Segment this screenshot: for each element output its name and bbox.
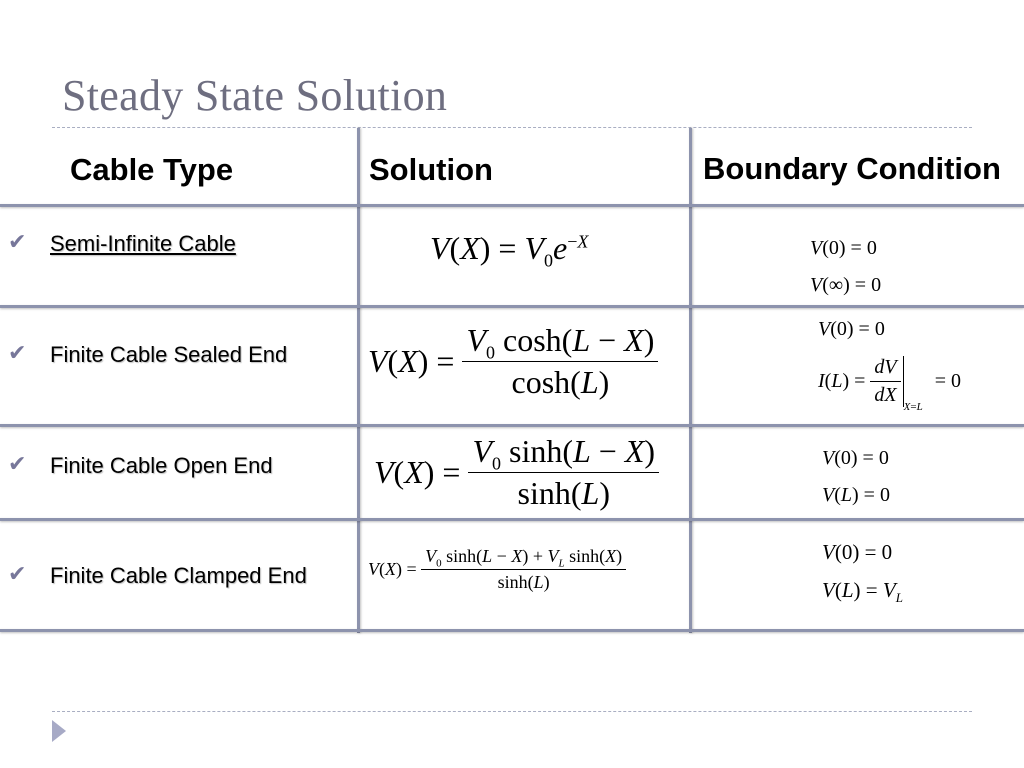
footer-divider xyxy=(52,711,972,712)
header-cable-type: Cable Type xyxy=(70,152,234,187)
boundary-semi-infinite: V(0) = 0 V(∞) = 0 xyxy=(810,237,882,296)
header-solution: Solution xyxy=(369,152,493,187)
boundary-sealed-end-2: I(L) = $\frac{dV}{dX}$ $_{X=L}$= 0 xyxy=(818,356,961,414)
solution-sealed-end: V(X) = $\frac{V_0 \cosh(L - X)}{\cosh(L)}$ xyxy=(368,322,658,401)
title-divider xyxy=(52,127,972,128)
row-label-clamped-end: Finite Cable Clamped End xyxy=(50,563,307,588)
boundary-open-end: V(0) = 0 V(L) = 0 xyxy=(822,447,890,506)
row-divider-header xyxy=(0,204,1024,207)
row-divider-3 xyxy=(0,518,1024,521)
solution-open-end: V(X) = $\frac{V_0 \sinh(L - X)}{\sinh(L)}$ xyxy=(374,433,659,512)
boundary-clamped-end: V(0) = 0 $V(L) = V_L$ xyxy=(822,540,903,606)
row-divider-2 xyxy=(0,424,1024,427)
checkmark-icon: ✔ xyxy=(8,229,27,254)
solution-semi-infinite: $V(X) = V_0e^{-X}$ xyxy=(430,230,589,271)
row-label-semi-infinite: Semi-Infinite Cable xyxy=(50,231,236,256)
row-label-sealed-end: Finite Cable Sealed End xyxy=(50,342,288,367)
play-arrow-icon[interactable] xyxy=(52,720,66,742)
row-divider-4 xyxy=(0,629,1024,632)
checkmark-icon: ✔ xyxy=(8,451,27,476)
row-divider-1 xyxy=(0,305,1024,308)
slide-title: Steady State Solution xyxy=(62,71,448,120)
checkmark-icon: ✔ xyxy=(8,340,27,365)
boundary-sealed-end-1: V(0) = 0 xyxy=(818,318,885,340)
solution-clamped-end: V(X) = $\frac{V_0 \sinh(L - X) + V_L \sinh(X)}{\sinh(L)}$ xyxy=(368,546,626,593)
row-label-open-end: Finite Cable Open End xyxy=(50,453,273,478)
header-boundary-condition: Boundary Condition xyxy=(703,151,1001,186)
checkmark-icon: ✔ xyxy=(8,561,27,586)
